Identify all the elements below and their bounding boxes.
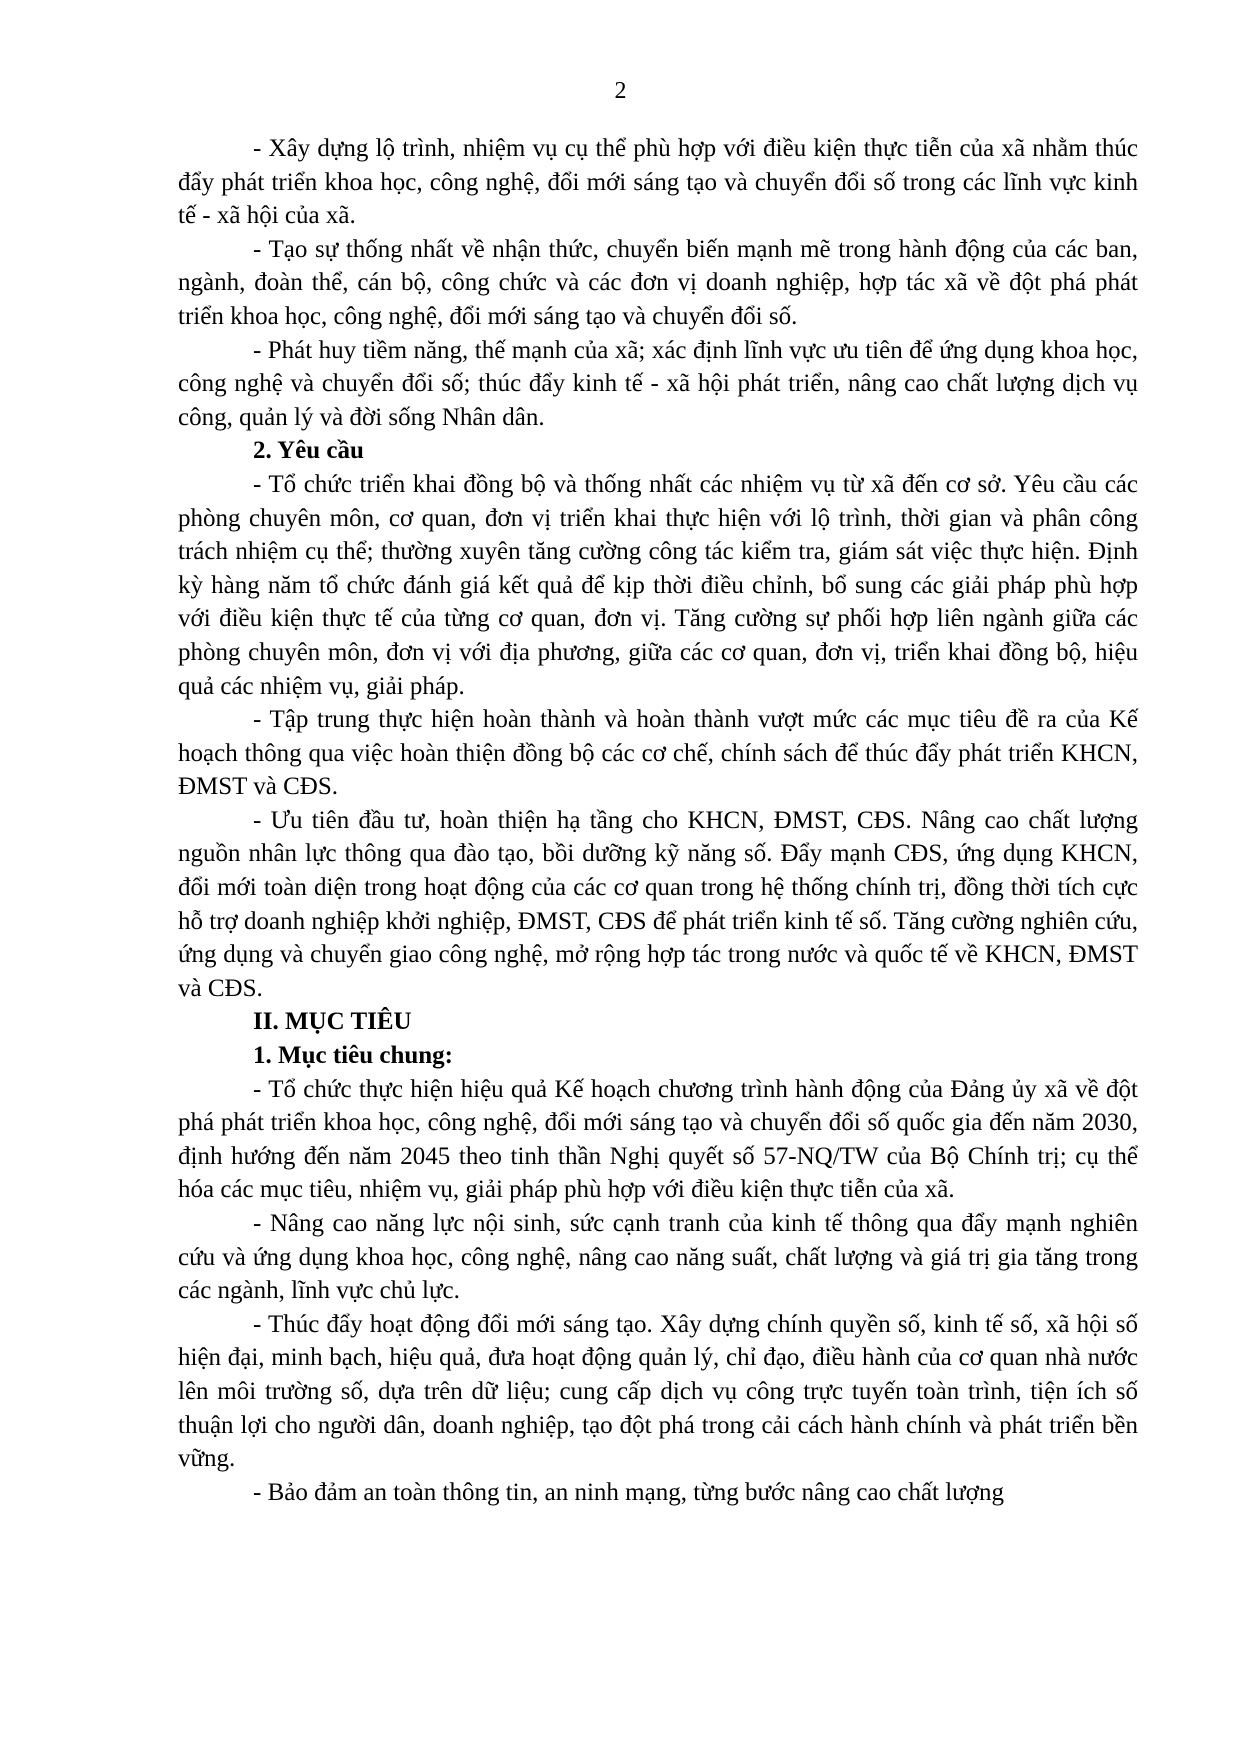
document-body (178, 132, 1138, 1509)
paragraph-uu-tien-dau-tu: - Ưu tiên đầu tư, hoàn thiện hạ tầng cho KHCN, ĐMST, CĐS. Nâng cao chất lượng nguồn nhân lực thông qua đào tạo, bồi dưỡng kỹ năng số. Đẩy mạnh CĐS, ứng dụng KHCN, đổi mới toàn diện trong hoạt động của các cơ quan trong hệ thống chính trị, đồng thời tích cực hỗ trợ doanh nghiệp khởi nghiệp, ĐMST, CĐS để phát triển kinh tế số. Tăng cường nghiên cứu, ứng dụng và chuyển giao công nghệ, mở rộng hợp tác trong nước và quốc tế về KHCN, ĐMST và CĐS. (178, 806, 1138, 1002)
paragraph-to-chuc-trien-khai: - Tổ chức triển khai đồng bộ và thống nhất các nhiệm vụ từ xã đến cơ sở. Yêu cầu các phòng chuyên môn, cơ quan, đơn vị triển khai thực hiện với lộ trình, thời gian và phân công trách nhiệm cụ thể; thường xuyên tăng cường công tác kiểm tra, giám sát việc thực hiện. Định kỳ hàng năm tổ chức đánh giá kết quả để kịp thời điều chỉnh, bổ sung các giải pháp phù hợp với điều kiện thực tế của từng cơ quan, đơn vị. Tăng cường sự phối hợp liên ngành giữa các phòng chuyên môn, đơn vị với địa phương, giữa các cơ quan, đơn vị, triển khai đồng bộ, hiệu quả các nhiệm vụ, giải pháp. (178, 470, 1138, 700)
paragraph-phat-huy-tiem-nang: - Phát huy tiềm năng, thế mạnh của xã; xác định lĩnh vực ưu tiên để ứng dụng khoa học, công nghệ và chuyển đổi số; thúc đẩy kinh tế - xã hội phát triển, nâng cao chất lượng dịch vụ công, quản lý và đời sống Nhân dân. (178, 336, 1138, 431)
paragraph-tao-su-thong-nhat: - Tạo sự thống nhất về nhận thức, chuyển biến mạnh mẽ trong hành động của các ban, ngành, đoàn thể, cán bộ, công chức và các đơn vị doanh nghiệp, hợp tác xã về đột phá phát triển khoa học, công nghệ, đổi mới sáng tạo và chuyển đổi số. (178, 235, 1138, 330)
subsection-heading-muc-tieu-chung: 1. Mục tiêu chung: (253, 1042, 453, 1070)
paragraph-bao-dam-an-toan: - Bảo đảm an toàn thông tin, an ninh mạng, từng bước nâng cao chất lượng (253, 1478, 1004, 1506)
paragraph-tap-trung-thuc-hien: - Tập trung thực hiện hoàn thành và hoàn thành vượt mức các mục tiêu đề ra của Kế hoạch thông qua việc hoàn thiện đồng bộ các cơ chế, chính sách để thúc đẩy phát triển KHCN, ĐMST và CĐS. (178, 706, 1138, 801)
paragraph-thuc-day-hoat-dong: - Thúc đẩy hoạt động đổi mới sáng tạo. Xây dựng chính quyền số, kinh tế số, xã hội số hiện đại, minh bạch, hiệu quả, đưa hoạt động quản lý, chỉ đạo, điều hành của cơ quan nhà nước lên môi trường số, dựa trên dữ liệu; cung cấp dịch vụ công trực tuyến toàn trình, tiện ích số thuận lợi cho người dân, doanh nghiệp, tạo đột phá trong cải cách hành chính và phát triển bền vững. (178, 1310, 1138, 1473)
page-number: 2 (614, 78, 627, 104)
section-heading-yeu-cau: 2. Yêu cầu (253, 437, 364, 465)
paragraph-xay-dung-lo-trinh: - Xây dựng lộ trình, nhiệm vụ cụ thể phù hợp với điều kiện thực tiễn của xã nhằm thúc đẩy phát triển khoa học, công nghệ, đổi mới sáng tạo và chuyển đổi số trong các lĩnh vực kinh tế - xã hội của xã. (178, 135, 1138, 230)
section-heading-muc-tieu: II. MỤC TIÊU (253, 1008, 412, 1036)
paragraph-to-chuc-thuc-hien: - Tổ chức thực hiện hiệu quả Kế hoạch chương trình hành động của Đảng ủy xã về đột phá phát triển khoa học, công nghệ, đổi mới sáng tạo và chuyển đổi số quốc gia đến năm 2030, định hướng đến năm 2045 theo tinh thần Nghị quyết số 57-NQ/TW của Bộ Chính trị; cụ thể hóa các mục tiêu, nhiệm vụ, giải pháp phù hợp với điều kiện thực tiễn của xã. (178, 1075, 1138, 1204)
paragraph-nang-cao-nang-luc: - Nâng cao năng lực nội sinh, sức cạnh tranh của kinh tế thông qua đẩy mạnh nghiên cứu và ứng dụng khoa học, công nghệ, nâng cao năng suất, chất lượng và giá trị gia tăng trong các ngành, lĩnh vực chủ lực. (178, 1210, 1138, 1305)
